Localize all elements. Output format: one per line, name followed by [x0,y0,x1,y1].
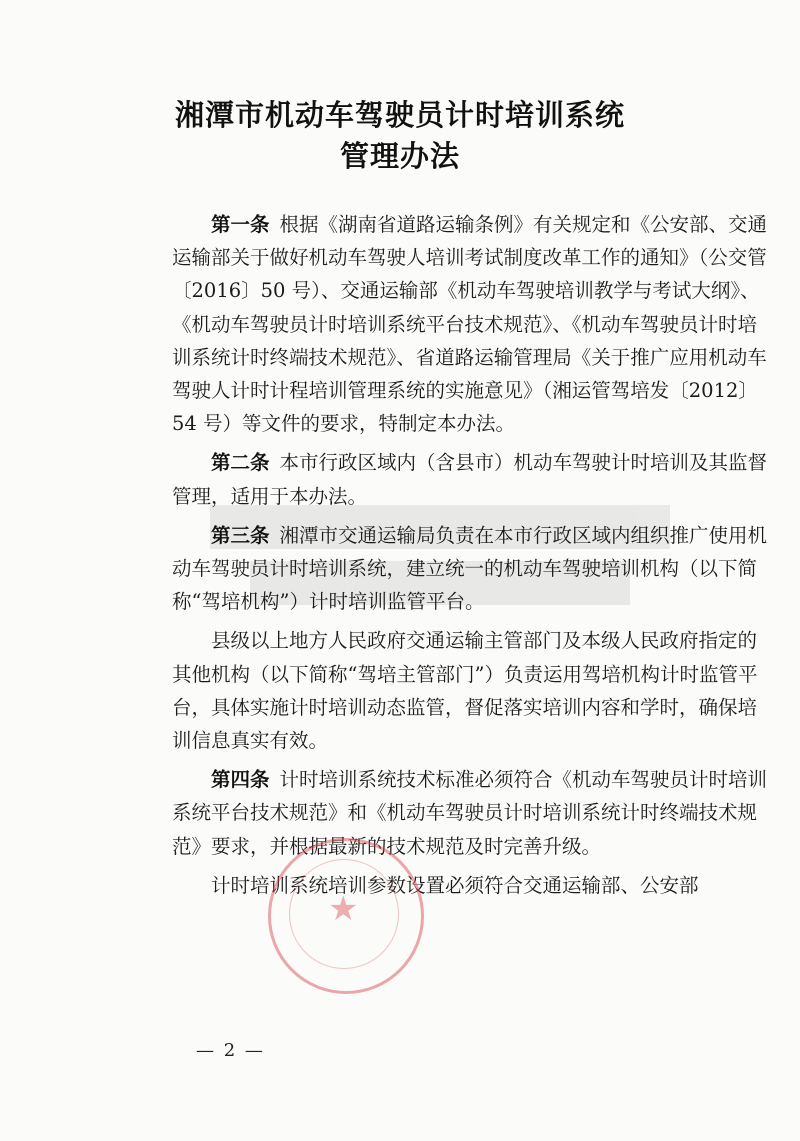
article-4-paragraph-2 [172,869,772,902]
article-text: 本市行政区域内（含县市）机动车驾驶计时培训及其监督管理，适用于本办法。 [172,451,768,508]
article-text: 根据《湖南省道路运输条例》有关规定和《公安部、交通运输部关于做好机动车驾驶人培训考试制度改革工作的通知》（公交管〔2016〕50 号）、交通运输部《机动车驾驶培训教学与考试大纲》、《机动车驾驶员计时培训系统平台技术规范》、《机动车驾驶员计时培训系统计时终端技术规范》、省道路运输管理局《关于推广应用机动车驾驶人计时计程培训管理系统的实施意见》（湘运管驾培发〔2012〕54 号）等文件的要求，特制定本办法。 [172,213,768,436]
article-heading: 第四条 [211,768,270,792]
article-4 [172,763,772,863]
article-3-paragraph-2 [172,624,772,757]
article-text: 计时培训系统技术标准必须符合《机动车驾驶员计时培训系统平台技术规范》和《机动车驾驶员计时培训系统计时终端技术规范》要求，并根据最新的技术规范及时完善升级。 [172,768,768,858]
article-1 [172,208,772,440]
article-text: 湘潭市交通运输局负责在本市行政区域内组织推广使用机动车驾驶员计时培训系统，建立统一的机动车驾驶培训机构（以下简称“驾培机构”）计时培训监管平台。 [172,523,768,614]
document-title-line-2: 管理办法 [339,139,460,173]
seal-star-icon: ★ [328,889,359,929]
article-heading: 第三条 [211,523,270,547]
document-body [172,208,772,902]
article-heading: 第二条 [211,451,270,475]
article-3 [172,519,772,619]
paragraph-text: 县级以上地方人民政府交通运输主管部门及本级人民政府指定的其他机构（以下简称“驾培主管部门”）负责运用驾培机构计时监管平台，具体实施计时培训动态监管，督促落实培训内容和学时，确保培训信息真实有效。 [172,629,758,753]
paragraph-text: 计时培训系统培训参数设置必须符合交通运输部、公安部 [211,873,699,897]
article-2 [172,446,772,512]
document-title-line-1: 湘潭市机动车驾驶员计时培训系统 [174,98,625,132]
page-number: — 2 — [196,1040,265,1061]
article-heading: 第一条 [211,213,270,236]
